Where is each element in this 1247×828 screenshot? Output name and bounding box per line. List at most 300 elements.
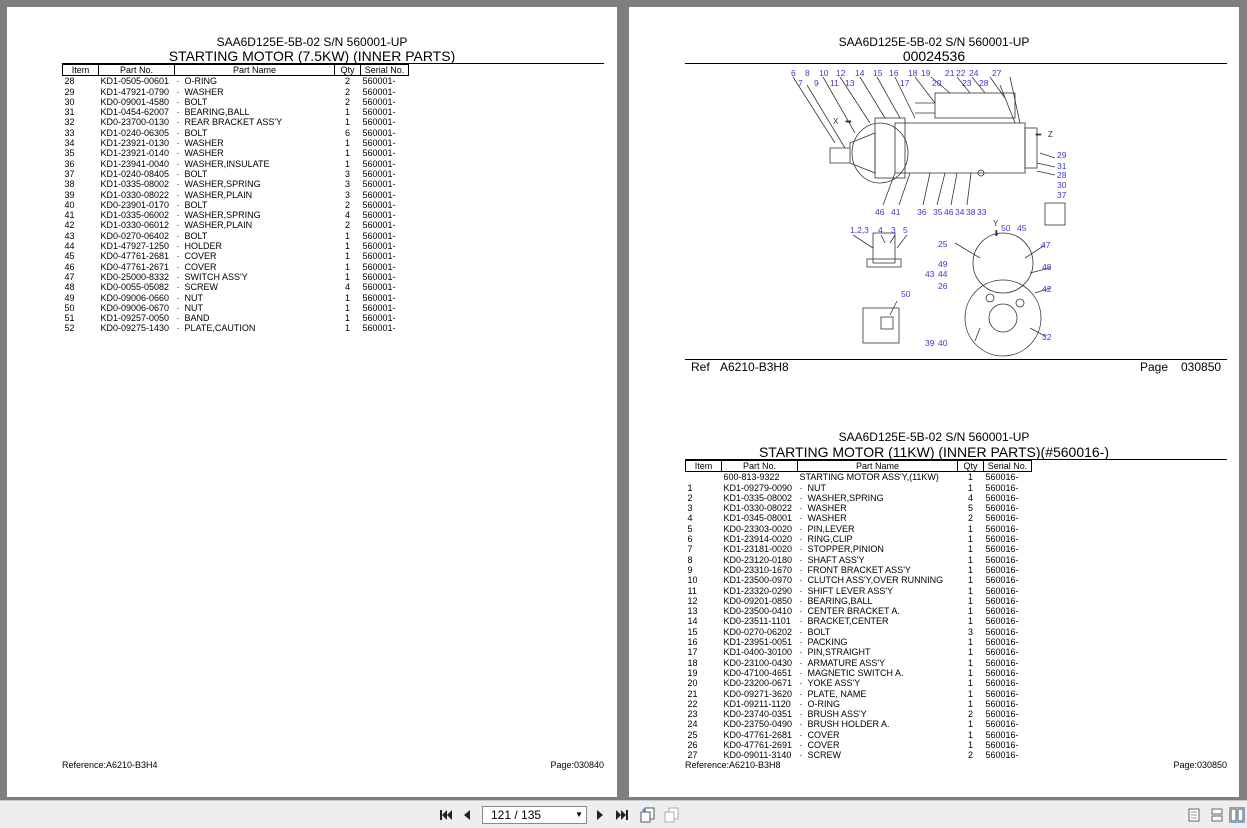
row-serial-no-text: 560016- (985, 678, 1019, 689)
row-part-no (722, 565, 798, 575)
table-row (63, 262, 409, 272)
row-part-name-text: BRACKET,CENTER (807, 616, 889, 627)
row-item-text: 9 (687, 564, 693, 575)
previous-page-button[interactable] (459, 807, 475, 823)
row-serial-no-text: 560016- (985, 657, 1019, 668)
row-item (63, 241, 99, 251)
row-qty (958, 616, 984, 626)
row-part-name-text: WASHER,INSULATE (184, 158, 270, 169)
row-part-name-text: MAGNETIC SWITCH A. (807, 667, 904, 678)
row-qty (335, 272, 361, 282)
row-part-name (798, 575, 958, 585)
row-part-name-text: SHIFT LEVER ASS'Y (807, 585, 894, 596)
row-serial-no-text: 560016- (985, 750, 1019, 761)
row-part-no (722, 709, 798, 719)
row-item (686, 493, 722, 503)
table-header-row (686, 461, 1032, 472)
row-item-text: 10 (687, 575, 698, 586)
row-item-text: 8 (687, 554, 693, 565)
row-serial-no (984, 616, 1032, 626)
row-part-name (175, 272, 335, 282)
right-page-title: STARTING MOTOR (11KW) (INNER PARTS)(#560016-) (758, 444, 1110, 460)
table-row (63, 190, 409, 200)
row-item (63, 190, 99, 200)
row-part-no-text: KD1-23941-0040 (100, 158, 170, 169)
row-serial-no-text: 560016- (985, 667, 1019, 678)
row-part-name-text: STOPPER,PINION (807, 544, 884, 555)
row-serial-no (984, 575, 1032, 585)
row-serial-no-text: 560001- (362, 127, 396, 138)
row-part-no (99, 231, 175, 241)
row-item-text: 48 (64, 282, 75, 293)
row-serial-no (361, 313, 409, 323)
bullet-icon: · (176, 292, 180, 303)
callout-22: 22 (956, 68, 966, 78)
table-row (63, 210, 409, 220)
row-part-name (798, 658, 958, 668)
row-qty-text: 1 (344, 138, 350, 149)
row-qty-text: 1 (967, 482, 973, 493)
row-qty-text: 2 (344, 199, 350, 210)
row-part-no-text: KD0-23500-0410 (723, 606, 793, 617)
header-qty: Qty (335, 65, 361, 76)
row-part-name-text: NUT (184, 302, 203, 313)
row-qty-text: 1 (967, 729, 973, 740)
row-part-no-text: KD1-0330-08022 (723, 503, 793, 514)
row-part-no-text: KD1-0335-06002 (100, 210, 170, 221)
row-serial-no (984, 637, 1032, 647)
callout-34: 34 (955, 207, 965, 217)
row-item (686, 606, 722, 616)
row-serial-no (984, 565, 1032, 575)
row-part-no (99, 210, 175, 220)
row-qty (335, 262, 361, 272)
row-part-no (722, 689, 798, 699)
row-serial-no-text: 560016- (985, 688, 1019, 699)
row-part-name (175, 313, 335, 323)
header-item: Item (63, 65, 99, 76)
bullet-icon: · (799, 616, 803, 627)
bullet-icon: · (176, 323, 180, 334)
bullet-icon: · (799, 698, 803, 709)
row-serial-no (361, 293, 409, 303)
row-part-no-text: KD1-0240-08405 (100, 168, 170, 179)
row-part-name (798, 689, 958, 699)
row-qty-text: 1 (967, 554, 973, 565)
row-part-no (99, 76, 175, 87)
callout-3: 3 (891, 225, 896, 235)
callout-47: 47 (1041, 240, 1051, 250)
last-page-button[interactable] (614, 807, 630, 823)
callout-9: 9 (814, 78, 819, 88)
row-qty-text: 1 (344, 148, 350, 159)
row-qty (958, 740, 984, 750)
callout-50-v2: 50 (1001, 223, 1011, 233)
first-page-button[interactable] (438, 807, 454, 823)
bullet-icon: · (799, 513, 803, 524)
callout-18: 18 (908, 68, 918, 78)
row-serial-no-text: 560001- (362, 261, 396, 272)
row-part-name (175, 241, 335, 251)
row-part-name (798, 616, 958, 626)
row-part-no (99, 117, 175, 127)
row-part-no-text: KD0-47100-4651 (723, 667, 793, 678)
row-part-no-text: KD0-23120-0180 (723, 554, 793, 565)
row-item-text: 5 (687, 523, 693, 534)
right-document-page (629, 7, 1239, 797)
row-part-no (99, 190, 175, 200)
row-part-no (99, 272, 175, 282)
bullet-icon: · (176, 179, 180, 190)
row-item-text: 3 (687, 503, 693, 514)
row-serial-no-text: 560016- (985, 626, 1019, 637)
row-item (686, 555, 722, 565)
row-qty (335, 128, 361, 138)
table-header-row (63, 65, 409, 76)
row-part-name (175, 117, 335, 127)
row-qty-text: 1 (967, 523, 973, 534)
row-serial-no-text: 560016- (985, 554, 1019, 565)
row-part-no (722, 719, 798, 729)
header-part-name: Part Name (798, 461, 958, 472)
callout-35: 35 (933, 207, 943, 217)
row-part-name-text: WASHER (184, 138, 224, 149)
row-part-no (99, 97, 175, 107)
callout-46-b: 46 (944, 207, 954, 217)
row-part-name-text: COVER (807, 729, 840, 740)
row-qty-text: 4 (967, 492, 973, 503)
row-part-name-text: RING,CLIP (807, 534, 853, 545)
row-qty (335, 179, 361, 189)
row-item-text: 17 (687, 647, 698, 658)
row-part-no (722, 472, 798, 483)
row-serial-no (361, 220, 409, 230)
exploded-parts-diagram (685, 63, 1227, 361)
table-row (686, 689, 1032, 699)
row-qty (958, 524, 984, 534)
row-part-name (798, 637, 958, 647)
row-part-no (99, 323, 175, 333)
left-document-page (7, 7, 617, 797)
row-serial-no (984, 513, 1032, 523)
row-serial-no-text: 560016- (985, 606, 1019, 617)
bullet-icon: · (799, 523, 803, 534)
row-item (63, 87, 99, 97)
row-item-text: 49 (64, 292, 75, 303)
row-item (63, 251, 99, 261)
row-item-text: 6 (687, 534, 693, 545)
row-part-no (722, 740, 798, 750)
row-qty-text: 5 (967, 503, 973, 514)
table-row (686, 596, 1032, 606)
row-qty-text: 2 (344, 76, 350, 87)
bullet-icon: · (799, 637, 803, 648)
row-part-no-text: KD0-23310-1670 (723, 564, 793, 575)
row-serial-no-text: 560001- (362, 241, 396, 252)
row-item-text: 34 (64, 138, 75, 149)
table-row (63, 159, 409, 169)
row-item (63, 272, 99, 282)
row-part-no (99, 220, 175, 230)
table-row (63, 117, 409, 127)
table-row (63, 313, 409, 323)
row-qty-text: 1 (967, 564, 973, 575)
row-serial-no (361, 128, 409, 138)
callout-8: 8 (805, 68, 810, 78)
row-qty (958, 544, 984, 554)
row-item (686, 503, 722, 513)
continuous-view-button[interactable] (1209, 807, 1225, 823)
row-part-name-text: BRUSH HOLDER A. (807, 719, 890, 730)
bullet-icon: · (176, 127, 180, 138)
page-rotate-icon (640, 807, 656, 823)
row-part-no-text: KD0-47761-2671 (100, 261, 170, 272)
row-serial-no-text: 560001- (362, 251, 396, 262)
row-qty-text: 2 (967, 750, 973, 761)
row-qty (958, 699, 984, 709)
row-part-name-text: BOLT (807, 626, 831, 637)
row-serial-no-text: 560001- (362, 107, 396, 118)
row-serial-no (361, 303, 409, 313)
magnetic-switch-shape (935, 93, 1015, 118)
row-item-text: 22 (687, 698, 698, 709)
header-serial-no: Serial No. (361, 65, 409, 76)
row-serial-no-text: 560001- (362, 302, 396, 313)
row-item-text: 42 (64, 220, 75, 231)
table-row (686, 606, 1032, 616)
row-serial-no (361, 210, 409, 220)
row-serial-no-text: 560001- (362, 282, 396, 293)
callout-33: 33 (977, 207, 987, 217)
bullet-icon: · (176, 76, 180, 87)
row-qty-text: 2 (344, 96, 350, 107)
row-item-text: 43 (64, 230, 75, 241)
page-number-selector[interactable] (482, 806, 587, 824)
front-housing-shape (852, 123, 908, 183)
row-part-no (722, 575, 798, 585)
row-item (686, 534, 722, 544)
row-part-no (722, 483, 798, 493)
row-qty (335, 251, 361, 261)
row-part-name (798, 627, 958, 637)
bullet-icon: · (176, 230, 180, 241)
row-serial-no-text: 560001- (362, 210, 396, 221)
row-item-text: 24 (687, 719, 698, 730)
row-part-name-text: O-RING (807, 698, 840, 709)
row-part-name (798, 596, 958, 606)
bullet-icon: · (799, 595, 803, 606)
row-serial-no (361, 169, 409, 179)
row-part-name-text: BOLT (184, 96, 208, 107)
bullet-icon: · (176, 302, 180, 313)
row-part-no-text: KD1-0505-00601 (100, 76, 170, 87)
row-item (686, 616, 722, 626)
callout-31: 31 (1057, 161, 1067, 171)
row-part-name (798, 586, 958, 596)
row-part-name (175, 107, 335, 117)
row-part-name-text: HOLDER (184, 241, 223, 252)
row-part-no-text: KD0-23303-0020 (723, 523, 793, 534)
row-part-no (99, 303, 175, 313)
table-row (63, 272, 409, 282)
next-page-button[interactable] (592, 807, 608, 823)
row-qty-text: 1 (967, 657, 973, 668)
row-part-name (175, 76, 335, 87)
row-qty (335, 117, 361, 127)
header-part-no: Part No. (99, 65, 175, 76)
row-part-name (798, 606, 958, 616)
bullet-icon: · (176, 86, 180, 97)
row-part-no-text: KD0-09006-0670 (100, 302, 170, 313)
row-qty-text: 1 (344, 241, 350, 252)
row-item (63, 117, 99, 127)
row-item-text: 2 (687, 492, 693, 503)
row-item (63, 231, 99, 241)
row-item-text: 12 (687, 595, 698, 606)
row-part-name-text: NUT (184, 292, 203, 303)
callout-17: 17 (900, 78, 910, 88)
row-qty (958, 637, 984, 647)
row-part-name (798, 472, 958, 483)
row-part-no-text: KD0-09006-0660 (100, 292, 170, 303)
row-serial-no-text: 560016- (985, 534, 1019, 545)
row-part-name (175, 210, 335, 220)
row-qty (958, 709, 984, 719)
row-qty-text: 2 (967, 709, 973, 720)
two-page-icon (1230, 808, 1244, 822)
row-qty-text: 1 (967, 647, 973, 658)
row-qty-text: 1 (967, 678, 973, 689)
bullet-icon: · (176, 313, 180, 324)
bullet-icon: · (176, 210, 180, 221)
table-row (686, 719, 1032, 729)
row-qty-text: 2 (344, 86, 350, 97)
row-item-text: 41 (64, 210, 75, 221)
row-part-no (99, 159, 175, 169)
row-item-text: 25 (687, 729, 698, 740)
row-item (686, 668, 722, 678)
row-serial-no-text: 560001- (362, 199, 396, 210)
row-part-no (722, 730, 798, 740)
row-qty (958, 565, 984, 575)
row-serial-no-text: 560001- (362, 292, 396, 303)
row-part-name-text: REAR BRACKET ASS'Y (184, 117, 283, 128)
row-part-no-text: KD1-0335-08002 (723, 492, 793, 503)
row-qty-text: 1 (967, 719, 973, 730)
row-part-name-text: COVER (807, 740, 840, 751)
callout-25: 25 (938, 239, 948, 249)
row-part-no (99, 313, 175, 323)
row-serial-no-text: 560001- (362, 96, 396, 107)
table-row (686, 565, 1032, 575)
table-row (686, 534, 1032, 544)
diagram-model: SAA6D125E-5B-02 S/N 560001-UP (838, 35, 1030, 49)
row-item (686, 596, 722, 606)
row-serial-no-text: 560001- (362, 168, 396, 179)
row-part-name-text: BEARING,BALL (184, 107, 250, 118)
row-qty-text: 1 (967, 698, 973, 709)
row-serial-no (984, 689, 1032, 699)
row-qty-text: 1 (344, 271, 350, 282)
row-item-text: 14 (687, 616, 698, 627)
page-indicator: 121 / 135 (491, 808, 542, 822)
row-part-no (722, 616, 798, 626)
row-part-no-text: KD1-47921-0790 (100, 86, 170, 97)
bullet-icon: · (176, 158, 180, 169)
row-part-name-text: WASHER (807, 513, 847, 524)
bullet-icon: · (176, 148, 180, 159)
row-serial-no-text: 560001- (362, 138, 396, 149)
row-qty (958, 606, 984, 616)
row-serial-no (361, 179, 409, 189)
row-item (686, 689, 722, 699)
row-serial-no-text: 560001- (362, 189, 396, 200)
table-row (63, 231, 409, 241)
continuous-page-icon (1211, 808, 1223, 822)
row-item-text: 37 (64, 168, 75, 179)
row-item-text: 52 (64, 323, 75, 334)
right-parts-table (685, 460, 1032, 761)
row-item-text: 51 (64, 313, 75, 324)
bullet-icon: · (799, 667, 803, 678)
row-part-name (798, 647, 958, 657)
bullet-icon: · (799, 719, 803, 730)
row-part-name-text: WASHER (184, 86, 224, 97)
callout-11: 11 (830, 78, 839, 88)
callout-24: 24 (969, 68, 979, 78)
single-page-view-button[interactable] (1186, 807, 1202, 823)
row-part-no (722, 678, 798, 688)
table-row (686, 730, 1032, 740)
row-qty-text: 1 (344, 323, 350, 334)
row-serial-no-text: 560016- (985, 616, 1019, 627)
row-qty-text: 3 (967, 626, 973, 637)
fit-page-button[interactable] (664, 807, 680, 823)
bullet-icon: · (799, 750, 803, 761)
row-part-name (798, 544, 958, 554)
bullet-icon: · (176, 220, 180, 231)
callout-39: 39 (925, 338, 935, 348)
row-item (63, 148, 99, 158)
row-part-no (99, 293, 175, 303)
motor-yoke-shape (895, 123, 1025, 173)
row-item-text: 44 (64, 241, 75, 252)
row-qty (335, 97, 361, 107)
row-part-no-text: KD1-23500-0970 (723, 575, 793, 586)
rotate-button[interactable] (640, 807, 656, 823)
callout-1-2-3: 1,2,3 (850, 225, 869, 235)
row-part-no-text: KD0-23901-0170 (100, 199, 170, 210)
callout-41: 41 (891, 207, 901, 217)
row-serial-no-text: 560016- (985, 585, 1019, 596)
callout-38: 38 (966, 207, 976, 217)
bullet-icon: · (799, 544, 803, 555)
row-item-text: 18 (687, 657, 698, 668)
row-serial-no-text: 560016- (985, 647, 1019, 658)
row-qty (335, 293, 361, 303)
row-part-no (722, 524, 798, 534)
row-item (63, 220, 99, 230)
row-part-name-text: WASHER,SPRING (807, 492, 884, 503)
row-serial-no (361, 107, 409, 117)
row-serial-no-text: 560001- (362, 323, 396, 334)
row-serial-no-text: 560001- (362, 271, 396, 282)
row-qty-text: 1 (344, 107, 350, 118)
two-page-view-button[interactable] (1229, 807, 1245, 823)
row-item-text: 38 (64, 179, 75, 190)
last-page-icon (615, 808, 629, 822)
callout-15: 15 (873, 68, 883, 78)
